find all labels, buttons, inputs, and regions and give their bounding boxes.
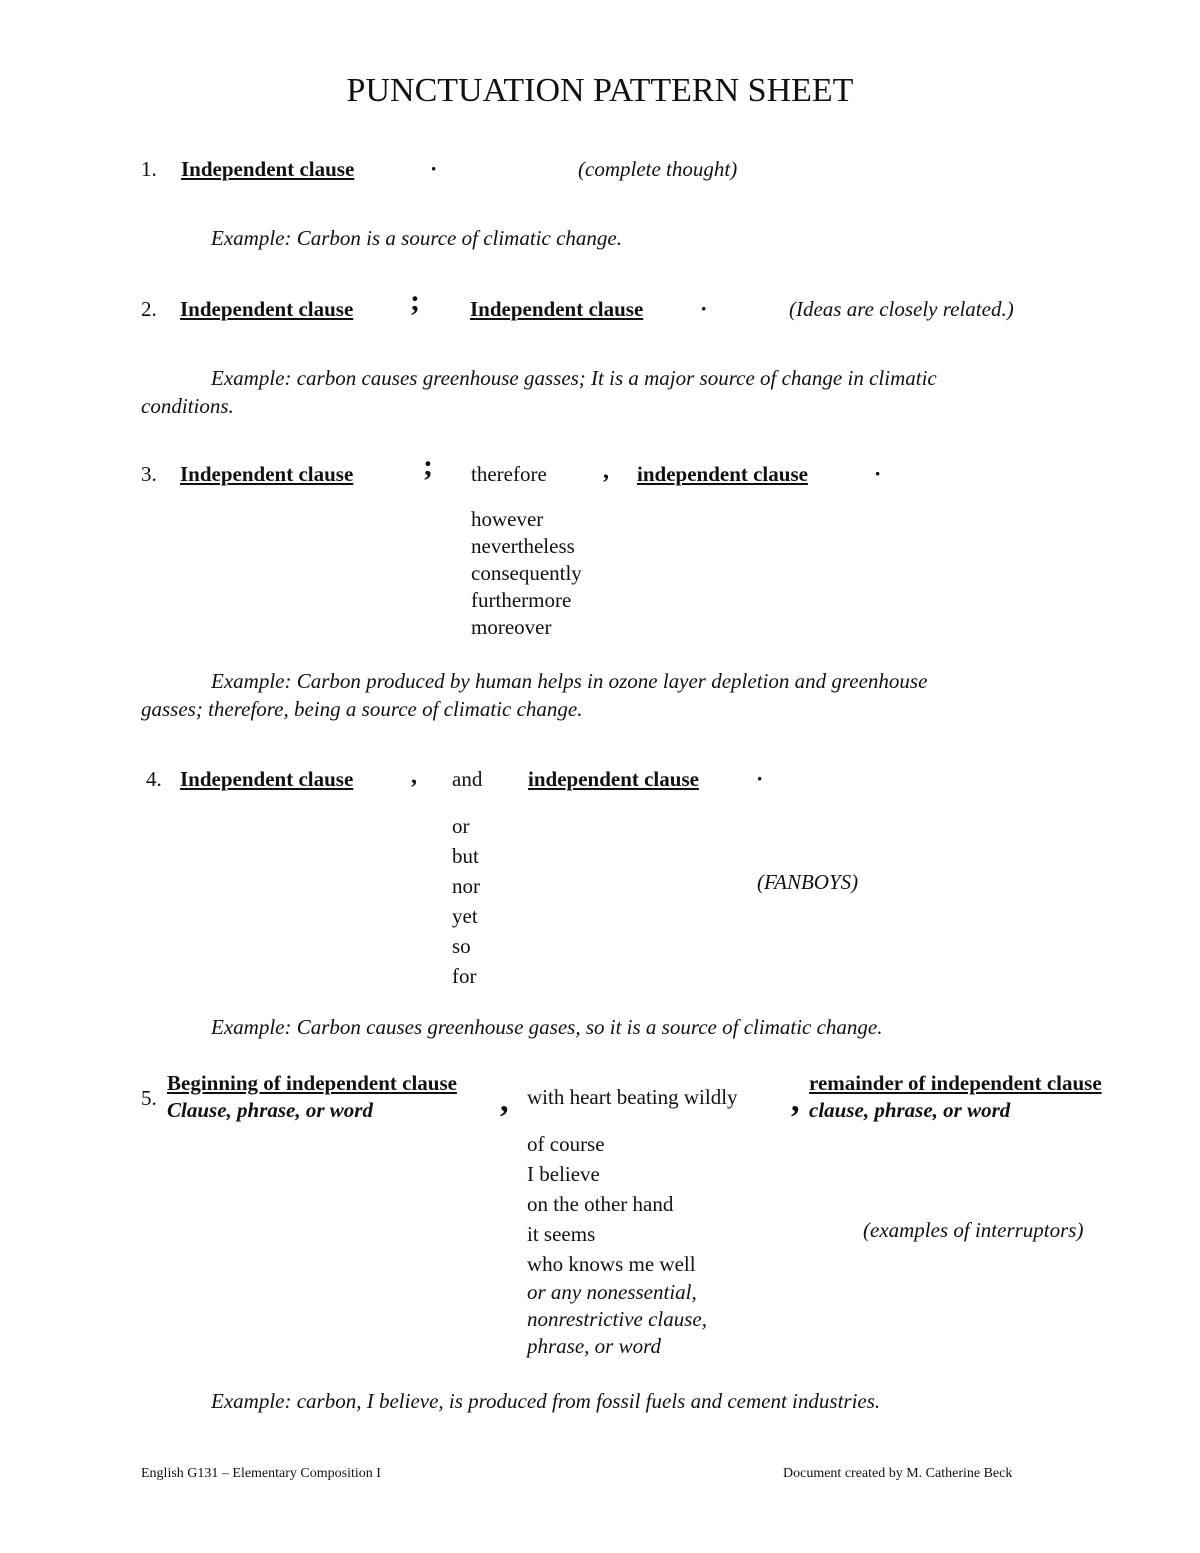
pattern-1-clause: Independent clause bbox=[181, 157, 355, 181]
pattern-5-note: (examples of interruptors) bbox=[863, 1218, 1084, 1242]
conjunction-word: nor bbox=[452, 874, 480, 898]
pattern-2-period: · bbox=[700, 296, 708, 321]
pattern-4-fanboys-list bbox=[452, 767, 482, 991]
pattern-3-comma: , bbox=[603, 458, 609, 484]
pattern-1-period: · bbox=[430, 156, 438, 181]
page-title: PUNCTUATION PATTERN SHEET bbox=[346, 72, 854, 109]
conjunction-word: for bbox=[452, 964, 477, 988]
connector-word: however bbox=[471, 507, 544, 531]
pattern-5-comma-2: , bbox=[791, 1082, 800, 1119]
pattern-5-number: 5. bbox=[141, 1086, 157, 1110]
pattern-3-clause: Independent clause bbox=[180, 462, 354, 486]
interruptor-phrase: who knows me well bbox=[527, 1252, 696, 1276]
conjunction-word: so bbox=[452, 934, 471, 958]
footer-author: Document created by M. Catherine Beck bbox=[783, 1466, 1013, 1481]
pattern-3-period: · bbox=[874, 461, 882, 486]
connector-word: moreover bbox=[471, 615, 552, 639]
pattern-1-example: Example: Carbon is a source of climatic change. bbox=[211, 226, 622, 250]
conjunction-word: and bbox=[452, 767, 483, 791]
pattern-5-clause-2-top: remainder of independent clause bbox=[809, 1071, 1102, 1095]
connector-word: therefore bbox=[471, 462, 547, 486]
pattern-3-example-line-2: gasses; therefore, being a source of climatic change. bbox=[141, 697, 583, 721]
pattern-2-number: 2. bbox=[141, 297, 157, 321]
pattern-4-number: 4. bbox=[146, 767, 162, 791]
interruptor-note: or any nonessential, bbox=[527, 1280, 697, 1304]
conjunction-word: or bbox=[452, 814, 470, 838]
pattern-5-comma: , bbox=[500, 1082, 509, 1119]
pattern-1-note: (complete thought) bbox=[578, 157, 738, 181]
pattern-4-clause: Independent clause bbox=[180, 767, 354, 791]
pattern-4-comma: , bbox=[411, 763, 417, 789]
pattern-3-semicolon: ; bbox=[423, 449, 433, 482]
pattern-3-clause-2: independent clause bbox=[637, 462, 808, 486]
connector-word: consequently bbox=[471, 561, 582, 585]
interruptor-phrase: on the other hand bbox=[527, 1192, 674, 1216]
interruptor-phrase: with heart beating wildly bbox=[527, 1085, 738, 1109]
conjunction-word: yet bbox=[452, 904, 478, 928]
pattern-2-example-line-2: conditions. bbox=[141, 394, 234, 418]
pattern-5-example: Example: carbon, I believe, is produced from fossil fuels and cement industries. bbox=[211, 1389, 881, 1413]
pattern-2-note: (Ideas are closely related.) bbox=[789, 297, 1014, 321]
interruptor-phrase: I believe bbox=[527, 1162, 600, 1186]
pattern-2-clause-2: Independent clause bbox=[470, 297, 644, 321]
interruptor-note: nonrestrictive clause, bbox=[527, 1307, 708, 1331]
interruptor-note: phrase, or word bbox=[527, 1334, 661, 1358]
interruptor-phrase: it seems bbox=[527, 1222, 596, 1246]
conjunction-word: but bbox=[452, 844, 479, 868]
interruptor-phrase: of course bbox=[527, 1132, 605, 1156]
pattern-3-example-line-1: Example: Carbon produced by human helps in ozone layer depletion and greenhouse bbox=[211, 669, 928, 693]
pattern-2-example-line-1: Example: carbon causes greenhouse gasses; It is a major source of change in climatic bbox=[211, 366, 937, 390]
pattern-5-clause-bottom: Clause, phrase, or word bbox=[167, 1098, 373, 1122]
pattern-4-period: · bbox=[756, 766, 764, 791]
pattern-1-number: 1. bbox=[141, 157, 157, 181]
footer-course: English G131 – Elementary Composition I bbox=[141, 1466, 381, 1481]
pattern-5-clause-top: Beginning of independent clause bbox=[167, 1071, 457, 1095]
connector-word: nevertheless bbox=[471, 534, 575, 558]
pattern-5-clause-2-bottom: clause, phrase, or word bbox=[809, 1098, 1011, 1122]
pattern-4-example: Example: Carbon causes greenhouse gases, so it is a source of climatic change. bbox=[211, 1015, 883, 1039]
connector-word: furthermore bbox=[471, 588, 572, 612]
pattern-3-connector-list bbox=[471, 462, 582, 641]
pattern-2-clause: Independent clause bbox=[180, 297, 354, 321]
pattern-3-number: 3. bbox=[141, 462, 157, 486]
pattern-4-clause-2: independent clause bbox=[528, 767, 699, 791]
pattern-2-semicolon: ; bbox=[410, 284, 420, 317]
pattern-5-interruptor-list bbox=[527, 1086, 738, 1360]
pattern-4-note: (FANBOYS) bbox=[757, 870, 859, 894]
